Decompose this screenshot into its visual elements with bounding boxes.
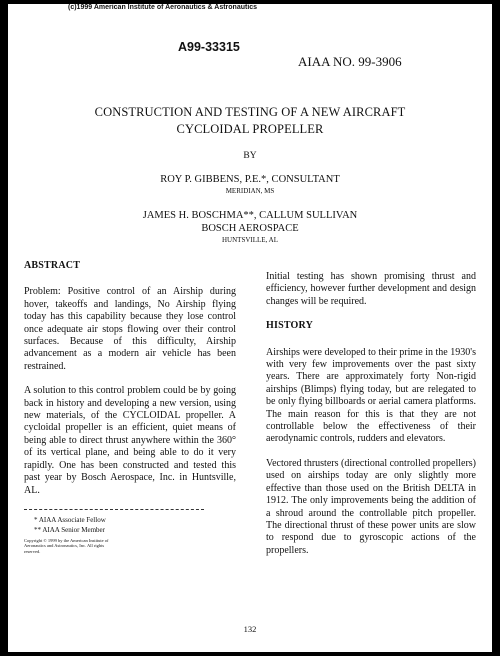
paper-title [8, 104, 492, 138]
footnote-2: ** AIAA Senior Member [34, 525, 105, 534]
right-column [266, 271, 476, 569]
history-paragraph-1: Airships were developed to their prime in the 1930's with very few improvements over the past sixty years. There are approximately forty Non-rigid airships (Blimps) flying today, but are relegated to be only flying billboards or aerial camera platforms. The main reason for this is that they are not controllable below the effectiveness of their aerodynamic controls, rudders and elevators. [266, 346, 476, 445]
copyright-notice: Copyright © 1999 by the American Institute of Aeronautics and Astronautics, Inc. All rights reserved. [24, 537, 109, 554]
paper-number: AIAA NO. 99-3906 [298, 54, 402, 69]
abstract-continuation: Initial testing has shown promising thrust and efficiency, however further development and design changes will be required. [266, 271, 476, 307]
author-2-location: HUNTSVILLE, AL [222, 236, 278, 244]
title-line-2: CYCLOIDAL PROPELLER [176, 122, 324, 136]
byline: BY [243, 151, 257, 161]
left-column [24, 254, 236, 554]
author-1: ROY P. GIBBENS, P.E.*, CONSULTANT [160, 174, 340, 185]
author-2-organization: BOSCH AEROSPACE [201, 223, 299, 234]
page-number: 132 [243, 624, 257, 634]
history-heading: HISTORY [266, 320, 313, 332]
abstract-paragraph-2: A solution to this control problem could be by going back in history and developing a new version, using new materials, of the CYCLOIDAL propeller. A cycloidal propeller is an efficient, quiet means of being able to direct thrust anywhere within the 360° of its vertical plane, and being able to do it very rapidly. One has been constructed and tested this past year by Bosch Aerospace, Inc. in Huntsville, AL. [24, 385, 236, 496]
accession-number: A99-33315 [178, 40, 240, 54]
history-paragraph-2: Vectored thrusters (directional controlled propellers) used on airships today are only slightly more effective than those used on the British DELTA in 1912. The only improvements being the addition of a shroud around the controllable pitch propeller. The directional thrust of these power units are slow to respond due to gyroscopic actions of the propellers. [266, 457, 476, 556]
abstract-paragraph-1: Problem: Positive control of an Airship during hover, takeoffs and landings, No Airship flying today has this capability because they lose control once adequate air stops flowing over their control surfaces. Because of this difficulty, Airship advancement as a modern air vehicle has been restrained. [24, 286, 236, 372]
footnote-divider [24, 509, 204, 510]
copyright-header: (c)1999 American Institute of Aeronautics & Astronautics [68, 4, 258, 11]
author-1-location: MERIDIAN, MS [225, 187, 275, 195]
paper-page [8, 4, 492, 652]
footnote-1: * AIAA Associate Fellow [34, 515, 106, 524]
abstract-heading: ABSTRACT [24, 260, 81, 271]
title-line-1: CONSTRUCTION AND TESTING OF A NEW AIRCRAFT [94, 105, 406, 119]
author-2: JAMES H. BOSCHMA**, CALLUM SULLIVAN [142, 210, 358, 221]
